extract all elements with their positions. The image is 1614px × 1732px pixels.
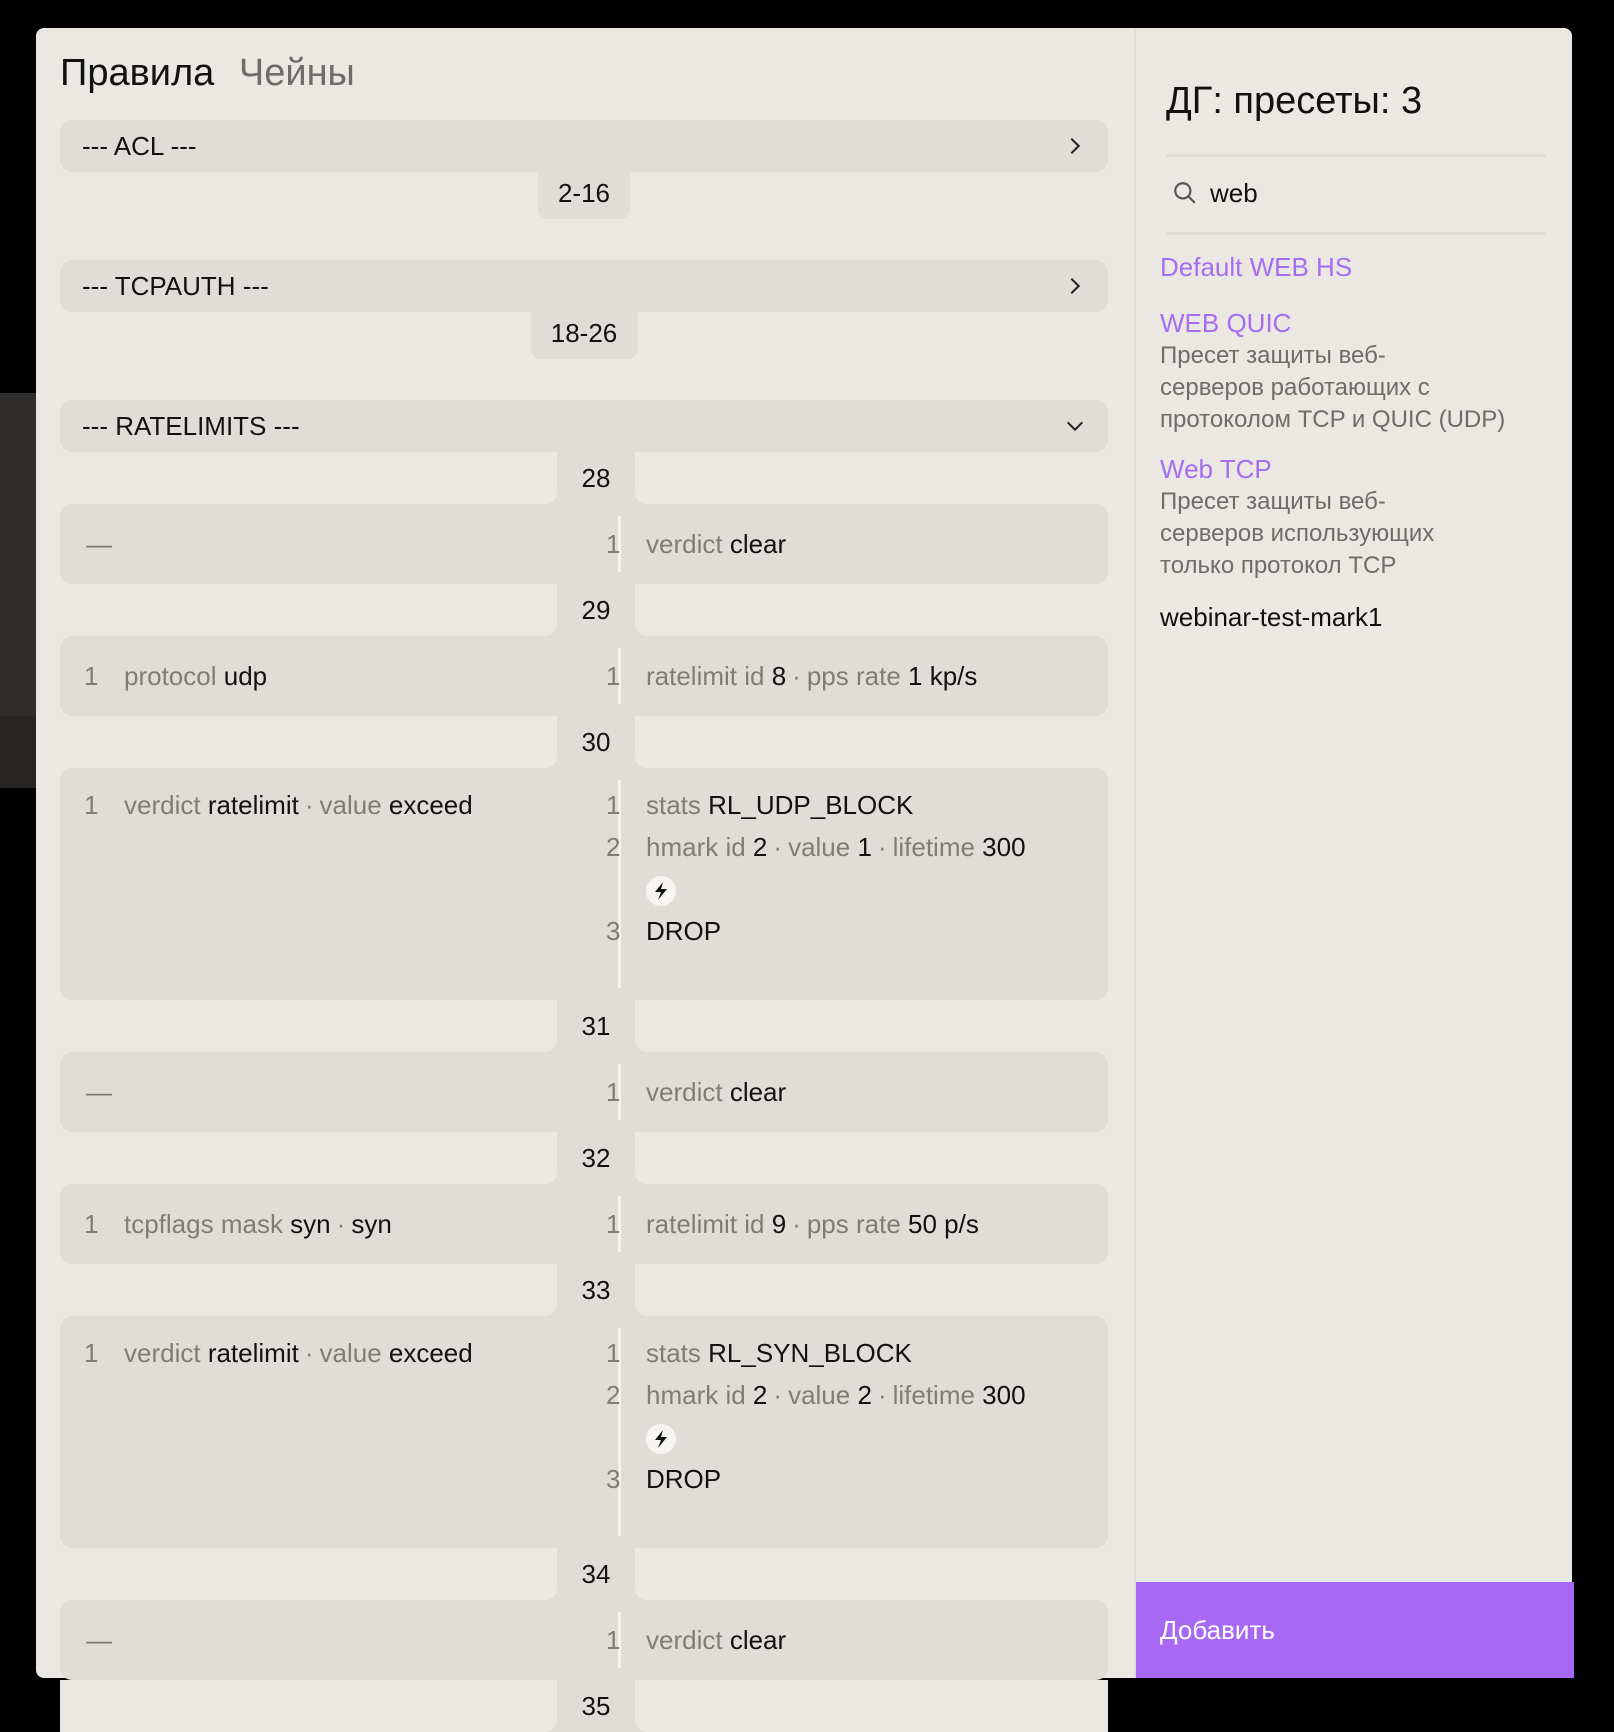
line-index: 1 [606, 529, 621, 559]
line-index: 2 [606, 1380, 621, 1410]
param-key: lifetime [892, 1380, 983, 1410]
line-index: 1 [606, 1209, 621, 1239]
param-key: pps rate [806, 661, 909, 691]
group-header-ratelimits[interactable] [60, 400, 1108, 452]
rule-match [84, 1203, 392, 1245]
param-value: ratelimit [207, 790, 299, 820]
group-header-acl[interactable] [60, 120, 1108, 172]
preset-item[interactable] [1160, 452, 1550, 582]
search-icon [1172, 180, 1198, 206]
row-cap [635, 1132, 1108, 1184]
rule-number-row [60, 1680, 1108, 1732]
group-header-tcpauth[interactable] [60, 260, 1108, 312]
param-value: exceed [388, 1338, 473, 1368]
presets-panel [1134, 28, 1572, 1678]
line-index: 3 [606, 916, 621, 946]
param-value: clear [729, 529, 787, 559]
rules-modal [36, 28, 1572, 1721]
line-index: 1 [606, 661, 621, 691]
rule-number-row [60, 1264, 1108, 1316]
background-panel-highlight [0, 716, 36, 788]
param-value: syn [290, 1209, 331, 1239]
tab-bar [60, 52, 369, 95]
param-key: value [788, 1380, 858, 1410]
rule-match [84, 784, 473, 826]
add-button[interactable]: Добавить [1136, 1582, 1574, 1678]
preset-description: протоколом TCP и QUIC (UDP) [1160, 406, 1506, 433]
param-value: 2 [857, 1380, 872, 1410]
chevron-right-icon [1064, 135, 1086, 157]
rule-block[interactable] [60, 768, 1108, 1000]
rule-line [606, 1071, 786, 1113]
group-range-badge: 2-16 [538, 172, 630, 219]
chevron-down-icon [1064, 415, 1086, 437]
rule-block[interactable] [60, 1184, 1108, 1264]
bolt-icon [646, 1424, 676, 1454]
empty-dash: — [86, 529, 112, 559]
param-key: pps rate [806, 1209, 909, 1239]
preset-name[interactable]: Web TCP [1160, 454, 1272, 484]
param-key: ratelimit id [646, 1209, 772, 1239]
separator-dot: · [792, 1209, 801, 1239]
rule-line [84, 1203, 392, 1245]
separator-dot: · [304, 790, 314, 820]
param-value: 8 [771, 661, 787, 691]
separator-dot: · [304, 1338, 314, 1368]
rule-block[interactable] [60, 1316, 1108, 1548]
row-cap [60, 716, 557, 768]
search-box [1166, 158, 1546, 228]
line-index: 3 [606, 1464, 621, 1494]
rule-line [606, 523, 786, 565]
group-title: --- TCPAUTH --- [82, 270, 269, 301]
param-key: tcpflags mask [124, 1209, 291, 1239]
param-value: 300 [982, 1380, 1026, 1410]
presets-title: ДГ: пресеты: 3 [1166, 80, 1423, 122]
rule-number-row [60, 1000, 1108, 1052]
rule-line [606, 1374, 1026, 1416]
row-cap [635, 1548, 1108, 1600]
param-key: verdict [124, 1338, 208, 1368]
line-index: 1 [606, 1625, 621, 1655]
param-value: clear [729, 1077, 787, 1107]
preset-item[interactable] [1160, 306, 1550, 436]
line-index: 1 [84, 661, 99, 691]
separator-dot: · [877, 832, 887, 862]
rule-line [606, 1619, 786, 1661]
rule-actions [606, 1332, 1026, 1500]
row-cap [60, 1548, 557, 1600]
param-key: protocol [124, 661, 224, 691]
rule-number-row [60, 1132, 1108, 1184]
param-key: verdict [646, 529, 730, 559]
rule-line [606, 1203, 979, 1245]
chevron-right-icon [1064, 275, 1086, 297]
param-value: DROP [646, 916, 722, 946]
separator-dot: · [336, 1209, 346, 1239]
param-value: exceed [388, 790, 473, 820]
rule-number: 35 [581, 1691, 611, 1721]
row-cap [60, 1000, 557, 1052]
param-value: syn [351, 1209, 392, 1239]
rules-pane [36, 28, 1134, 1721]
param-key: value [319, 790, 389, 820]
group-range-badge: 18-26 [531, 312, 638, 359]
rule-number: 28 [581, 463, 611, 493]
preset-description: только протокол TCP [1160, 552, 1397, 579]
param-key: hmark id [646, 1380, 753, 1410]
rule-flag-line [606, 1416, 1026, 1458]
rule-actions [606, 1619, 786, 1661]
rule-line [606, 1458, 1026, 1500]
param-value: clear [729, 1625, 787, 1655]
param-value: 50 p/s [908, 1209, 979, 1239]
param-value: 2 [752, 1380, 768, 1410]
rule-number-row [60, 452, 1108, 504]
row-cap [60, 1132, 557, 1184]
empty-dash: — [86, 1625, 112, 1655]
param-key: ratelimit id [646, 661, 772, 691]
rule-number: 30 [581, 727, 611, 757]
rule-match [84, 655, 267, 697]
preset-item[interactable] [1160, 600, 1550, 634]
rule-line [84, 1332, 473, 1374]
rule-line [84, 784, 473, 826]
param-key: stats [646, 790, 709, 820]
param-key: value [788, 832, 858, 862]
preset-description: серверов работающих с [1160, 374, 1430, 401]
row-cap [60, 584, 557, 636]
empty-placeholder [84, 523, 112, 565]
preset-name[interactable]: webinar-test-mark1 [1160, 602, 1383, 632]
separator-dot: · [773, 1380, 783, 1410]
line-index: 1 [84, 1338, 99, 1368]
group-title: --- RATELIMITS --- [82, 410, 300, 441]
param-key: lifetime [892, 832, 983, 862]
row-cap [635, 452, 1108, 504]
param-value: ratelimit [207, 1338, 299, 1368]
row-cap [635, 1680, 1108, 1732]
rule-line [606, 1332, 1026, 1374]
param-key: value [319, 1338, 389, 1368]
row-cap [635, 584, 1108, 636]
rule-line [84, 655, 267, 697]
param-value: 1 [857, 832, 872, 862]
empty-placeholder [84, 1071, 112, 1113]
line-index: 1 [84, 1209, 99, 1239]
row-cap [60, 1264, 557, 1316]
separator-dot: · [792, 661, 801, 691]
rule-match [84, 523, 112, 565]
param-value: RL_UDP_BLOCK [708, 790, 914, 820]
rule-match [84, 1332, 473, 1374]
rule-line [606, 784, 1026, 826]
tab-rules[interactable]: Правила [60, 52, 215, 94]
preset-name[interactable]: Default WEB HS [1160, 252, 1353, 282]
param-value: DROP [646, 1464, 722, 1494]
rule-line [606, 655, 977, 697]
rule-number-row [60, 716, 1108, 768]
rule-line [606, 826, 1026, 868]
rule-actions [606, 655, 977, 697]
row-cap [635, 1000, 1108, 1052]
search-input[interactable] [1210, 178, 1530, 209]
bolt-icon [646, 876, 676, 906]
rule-actions [606, 1071, 786, 1113]
param-value: 9 [771, 1209, 787, 1239]
rule-block[interactable] [60, 1052, 1108, 1132]
line-index: 2 [606, 832, 621, 862]
divider [1166, 154, 1546, 157]
rule-actions [606, 523, 786, 565]
param-value: 2 [752, 832, 768, 862]
separator-dot: · [877, 1380, 887, 1410]
rule-number: 33 [581, 1275, 611, 1305]
rule-number: 34 [581, 1559, 611, 1589]
line-index: 1 [606, 790, 621, 820]
line-index: 1 [606, 1077, 621, 1107]
tab-chains[interactable]: Чейны [238, 52, 355, 94]
row-cap [635, 716, 1108, 768]
rule-line [606, 910, 1026, 952]
rule-block[interactable] [60, 636, 1108, 716]
row-cap [60, 1680, 557, 1732]
param-value: 300 [982, 832, 1026, 862]
param-key: verdict [124, 790, 208, 820]
row-cap [60, 452, 557, 504]
param-key: hmark id [646, 832, 753, 862]
param-key: stats [646, 1338, 709, 1368]
preset-description: Пресет защиты веб- [1160, 342, 1386, 369]
param-value: 1 kp/s [908, 661, 978, 691]
param-key: verdict [646, 1625, 730, 1655]
rule-block[interactable] [60, 1600, 1108, 1680]
line-index: 1 [84, 790, 99, 820]
param-value: RL_SYN_BLOCK [708, 1338, 912, 1368]
line-index: 1 [606, 1338, 621, 1368]
rule-number: 31 [581, 1011, 611, 1041]
rule-block[interactable] [60, 504, 1108, 584]
rule-match [84, 1071, 112, 1113]
rule-flag-line [606, 868, 1026, 910]
param-value: udp [223, 661, 268, 691]
rule-actions [606, 1203, 979, 1245]
rule-actions [606, 784, 1026, 952]
param-key: verdict [646, 1077, 730, 1107]
rule-number: 32 [581, 1143, 611, 1173]
group-title: --- ACL --- [82, 130, 197, 161]
preset-description: серверов использующих [1160, 520, 1435, 547]
rule-number-row [60, 584, 1108, 636]
preset-name[interactable]: WEB QUIC [1160, 308, 1292, 338]
rule-number: 29 [581, 595, 611, 625]
separator-dot: · [773, 832, 783, 862]
preset-item[interactable] [1160, 222, 1550, 284]
empty-placeholder [84, 1619, 112, 1661]
rule-match [84, 1619, 112, 1661]
row-cap [635, 1264, 1108, 1316]
empty-dash: — [86, 1077, 112, 1107]
preset-description: Пресет защиты веб- [1160, 488, 1386, 515]
rule-number-row [60, 1548, 1108, 1600]
